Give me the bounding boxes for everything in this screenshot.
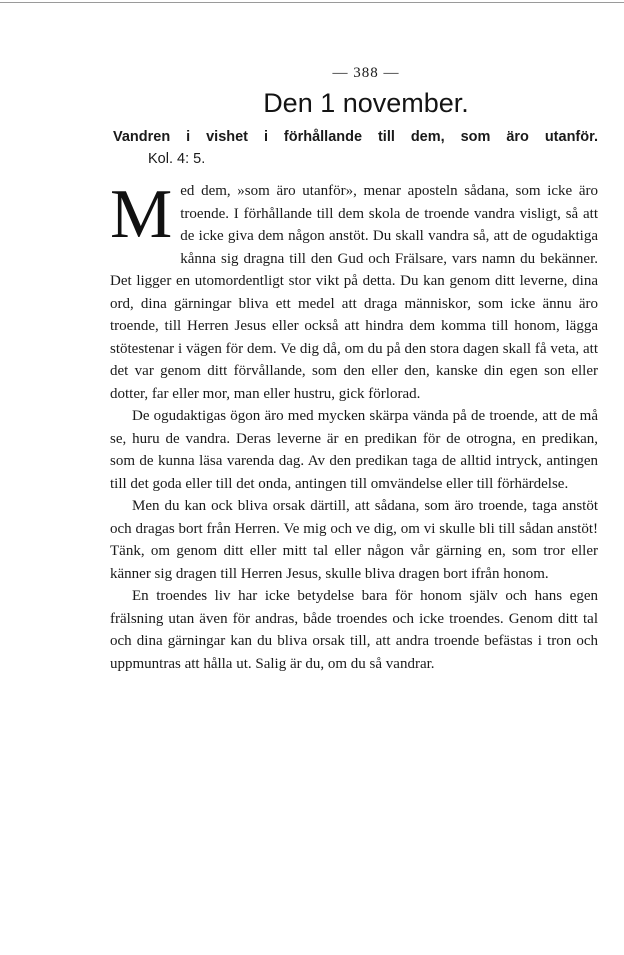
devotion-body xyxy=(110,176,598,675)
drop-cap: M xyxy=(110,176,173,253)
book-page xyxy=(110,60,598,675)
paragraph-2: De ogudaktigas ögon äro med mycken skärpa vända på de troende, att de må se, huru de vandra. Deras leverne är en predikan för de otrogna, en predikan, som de kunna läsa varenda dag. Av den predikan taga de alltid intryck, antingen till det goda eller till det onda, antingen till omvändelse eller till förhärdelse. xyxy=(110,408,598,492)
top-edge-rule xyxy=(0,2,624,3)
paragraph-1 xyxy=(110,176,598,405)
paragraph-4: En troendes liv har icke betydelse bara för honom själv och hans egen frälsning utan även för andras, både troendes och icke troendes. Genom ditt tal och dina gärningar kan du bliva orsak till, att andra troende befästas i tron och uppmuntras att hålla ut. Salig är du, om du så vandrar. xyxy=(110,588,598,672)
paragraph-1-text: ed dem, »som äro utanför», menar aposteln sådana, som icke äro troende. I förhållande till dem skola de troende vandra visligt, så att de icke giva dem någon anstöt. Du skall vandra så, att de ogudaktiga kånna sig dragna till den Gud och Frälsare, vars namn du bekänner. Det ligger en utomordentligt stor vikt på detta. Du kan genom ditt leverne, dina ord, dina gärningar bliva ett medel att draga människor, som icke ännu äro troende, till Herren Jesus eller också att hindra dem komma till honom, lägga stötestenar i vägen för dem. Ve dig då, om du på den stora dagen skall få veta, att det var genom ditt förvållande, som den eller den, kanske din egen son eller dotter, far eller mor, man eller hustru, gick förlorad. xyxy=(110,183,598,402)
scripture-reference: Kol. 4: 5. xyxy=(148,151,206,167)
devotion-subtitle: Vandren i vishet i förhållande till dem, som äro utanför. xyxy=(113,129,598,145)
page-number: — 388 — xyxy=(332,65,400,81)
page-title: Den 1 november. xyxy=(263,88,469,118)
paragraph-3: Men du kan ock bliva orsak därtill, att sådana, som äro troende, taga anstöt och dragas bort från Herren. Ve mig och ve dig, om vi skulle bli till sådan anstöt! Tänk, om genom ditt eller mitt tal eller någon vår gärning en, som tror eller känner sig dragen till Herren Jesus, skulle bliva dragen bort ifrån honom. xyxy=(110,498,598,582)
